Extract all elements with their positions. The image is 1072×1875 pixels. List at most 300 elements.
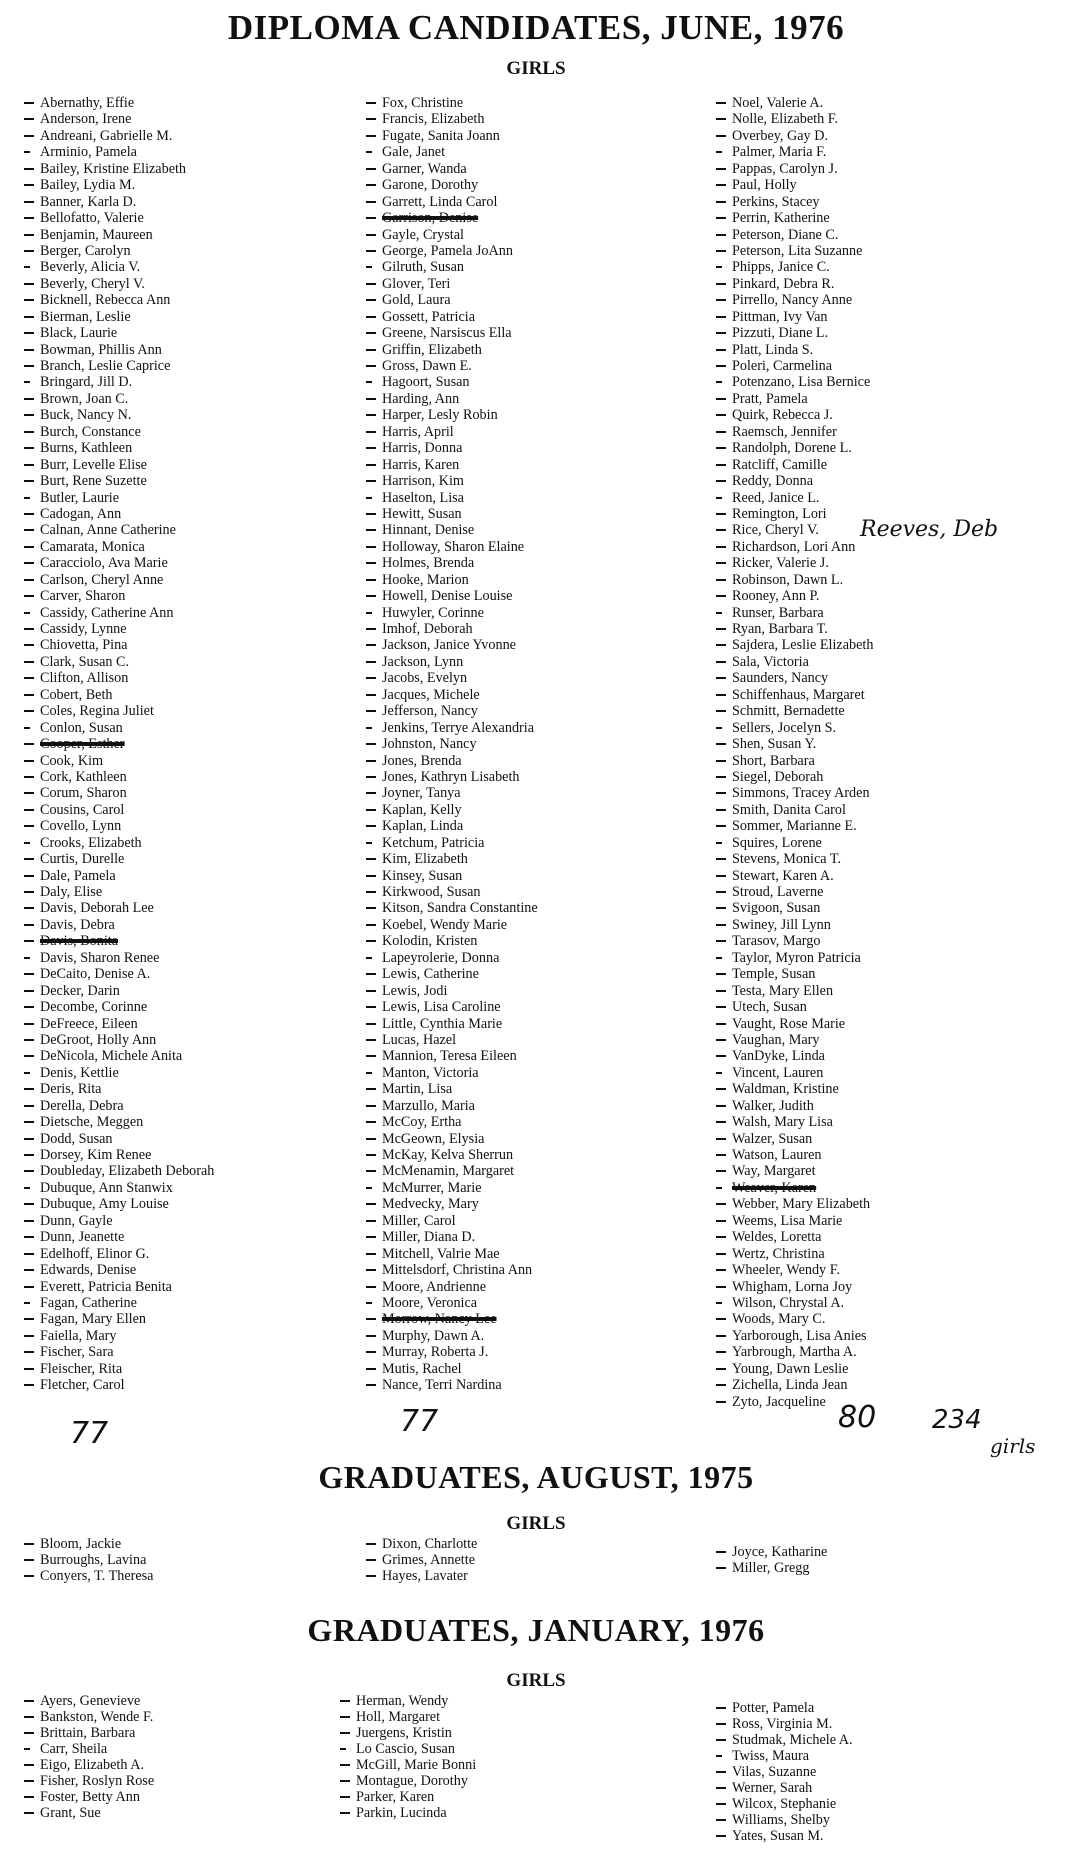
name-entry <box>722 868 1052 884</box>
name-entry <box>722 1344 1052 1360</box>
name-entry <box>372 1246 712 1262</box>
check-mark-icon <box>366 644 376 646</box>
name-entry <box>372 736 712 752</box>
name-text: Gale, Janet <box>382 144 446 161</box>
name-text: Dunn, Gayle <box>40 1212 113 1229</box>
name-entry <box>372 1048 712 1064</box>
name-entry <box>722 407 1052 423</box>
check-mark-icon <box>366 1575 376 1577</box>
check-mark-icon <box>24 414 34 416</box>
check-mark-icon <box>366 792 376 794</box>
name-entry <box>30 1098 360 1114</box>
check-mark-icon <box>24 1203 34 1205</box>
name-entry <box>722 933 1052 949</box>
check-mark-icon <box>24 1253 34 1255</box>
name-entry <box>372 1081 712 1097</box>
august-column-1 <box>30 1536 350 1584</box>
name-text: Webber, Mary Elizabeth <box>732 1196 871 1213</box>
name-entry <box>346 1789 686 1805</box>
name-text: Weldes, Loretta <box>732 1229 822 1246</box>
name-entry <box>722 753 1052 769</box>
name-entry <box>372 1114 712 1130</box>
name-entry <box>30 950 360 966</box>
name-text: Miller, Carol <box>382 1212 456 1229</box>
check-mark-icon <box>24 1780 34 1782</box>
check-mark-icon <box>24 710 34 712</box>
name-entry <box>372 703 712 719</box>
name-text: McGeown, Elysia <box>382 1130 485 1147</box>
check-mark-icon <box>716 1351 726 1353</box>
check-mark-icon <box>24 283 34 285</box>
name-entry <box>722 1544 1042 1560</box>
name-entry <box>30 1741 350 1757</box>
name-text: Werner, Sarah <box>732 1780 813 1796</box>
check-mark-icon <box>24 858 34 860</box>
january-column-3 <box>722 1700 1042 1844</box>
name-text: Holmes, Brenda <box>382 555 475 572</box>
check-mark-icon <box>716 957 722 959</box>
name-entry <box>722 1114 1052 1130</box>
name-text: Gilruth, Susan <box>382 259 464 276</box>
name-text: Utech, Susan <box>732 999 807 1016</box>
name-entry <box>722 144 1052 160</box>
name-entry <box>30 440 360 456</box>
check-mark-icon <box>716 1335 726 1337</box>
name-text: Garrison, Denise <box>382 210 479 227</box>
check-mark-icon <box>366 743 376 745</box>
check-mark-icon <box>716 365 726 367</box>
name-text: Dubuque, Ann Stanwix <box>40 1179 173 1196</box>
check-mark-icon <box>716 431 726 433</box>
name-text: DeGroot, Holly Ann <box>40 1031 157 1048</box>
name-text: Conyers, T. Theresa <box>40 1568 154 1584</box>
name-text: Saunders, Nancy <box>732 670 829 687</box>
name-entry <box>372 111 712 127</box>
name-text: Decker, Darin <box>40 982 120 999</box>
check-mark-icon <box>24 957 30 959</box>
name-entry <box>372 1279 712 1295</box>
check-mark-icon <box>716 677 726 679</box>
name-text: Cook, Kim <box>40 752 104 769</box>
check-mark-icon <box>24 760 34 762</box>
name-text: Ketchum, Patricia <box>382 834 485 851</box>
name-entry <box>372 342 712 358</box>
name-text: Taylor, Myron Patricia <box>732 949 861 966</box>
check-mark-icon <box>366 1138 376 1140</box>
name-text: Branch, Leslie Caprice <box>40 358 171 374</box>
name-entry <box>30 309 360 325</box>
check-mark-icon <box>366 825 376 827</box>
name-text: Denis, Kettlie <box>40 1064 119 1081</box>
name-entry <box>30 259 360 275</box>
name-text: Yates, Susan M. <box>732 1828 824 1844</box>
name-entry <box>722 1732 1042 1748</box>
name-text: Stewart, Karen A. <box>732 867 834 884</box>
check-mark-icon <box>716 1154 726 1156</box>
check-mark-icon <box>24 990 34 992</box>
name-entry <box>372 490 712 506</box>
check-mark-icon <box>24 907 34 909</box>
check-mark-icon <box>24 250 34 252</box>
check-mark-icon <box>366 299 376 301</box>
name-entry <box>30 555 360 571</box>
name-text: Rooney, Ann P. <box>732 588 820 605</box>
name-entry <box>372 440 712 456</box>
name-text: Siegel, Deborah <box>732 768 824 785</box>
name-entry <box>372 95 712 111</box>
check-mark-icon <box>340 1732 350 1734</box>
check-mark-icon <box>24 135 34 137</box>
name-entry <box>372 457 712 473</box>
check-mark-icon <box>24 792 34 794</box>
handwritten-margin-note: Reeves, Deb <box>860 517 999 542</box>
check-mark-icon <box>24 1812 34 1814</box>
check-mark-icon <box>366 447 376 449</box>
name-text: Rice, Cheryl V. <box>732 522 819 539</box>
name-entry <box>722 1196 1052 1212</box>
check-mark-icon <box>24 1764 34 1766</box>
check-mark-icon <box>366 677 376 679</box>
check-mark-icon <box>366 1121 376 1123</box>
name-text: Harris, Karen <box>382 456 460 473</box>
check-mark-icon <box>24 595 34 597</box>
check-mark-icon <box>366 1335 376 1337</box>
name-text: Burch, Constance <box>40 423 141 440</box>
check-mark-icon <box>366 990 376 992</box>
check-mark-icon <box>24 447 34 449</box>
check-mark-icon <box>366 595 376 597</box>
name-entry <box>30 753 360 769</box>
name-entry <box>372 720 712 736</box>
name-entry <box>722 703 1052 719</box>
name-entry <box>30 835 360 851</box>
name-entry <box>722 1279 1052 1295</box>
check-mark-icon <box>716 661 726 663</box>
check-mark-icon <box>716 1286 726 1288</box>
name-text: Reed, Janice L. <box>732 489 820 506</box>
name-text: Andreani, Gabrielle M. <box>40 127 173 144</box>
name-entry <box>722 654 1052 670</box>
name-entry <box>722 1812 1042 1828</box>
check-mark-icon <box>24 1351 34 1353</box>
check-mark-icon <box>24 743 34 745</box>
name-entry <box>722 1796 1042 1812</box>
check-mark-icon <box>716 1707 726 1709</box>
name-text: Nance, Terri Nardina <box>382 1377 502 1394</box>
name-text: Griffin, Elizabeth <box>382 341 482 358</box>
check-mark-icon <box>24 316 34 318</box>
name-text: Hooke, Marion <box>382 571 469 588</box>
check-mark-icon <box>366 1253 376 1255</box>
name-text: Whigham, Lorna Joy <box>732 1278 853 1295</box>
check-mark-icon <box>24 349 34 351</box>
name-entry <box>722 1016 1052 1032</box>
check-mark-icon <box>366 760 376 762</box>
name-entry <box>372 868 712 884</box>
name-entry <box>722 983 1052 999</box>
name-entry <box>722 358 1052 374</box>
check-mark-icon <box>716 299 726 301</box>
name-entry <box>722 95 1052 111</box>
check-mark-icon <box>716 447 726 449</box>
name-entry <box>372 227 712 243</box>
check-mark-icon <box>366 1543 376 1545</box>
name-entry <box>372 1065 712 1081</box>
name-text: Pratt, Pamela <box>732 390 808 407</box>
name-text: George, Pamela JoAnn <box>382 242 513 259</box>
name-entry <box>372 1377 712 1393</box>
january-column-2 <box>346 1693 686 1821</box>
check-mark-icon <box>716 349 726 351</box>
check-mark-icon <box>716 1203 726 1205</box>
check-mark-icon <box>24 1368 34 1370</box>
check-mark-icon <box>716 1187 722 1189</box>
check-mark-icon <box>716 1803 726 1805</box>
name-text: Caracciolo, Ava Marie <box>40 555 168 572</box>
check-mark-icon <box>366 118 376 120</box>
name-text: Cassidy, Lynne <box>40 621 127 637</box>
name-text: Harper, Lesly Robin <box>382 407 498 424</box>
name-entry <box>372 539 712 555</box>
name-entry <box>372 802 712 818</box>
check-mark-icon <box>716 1318 726 1320</box>
check-mark-icon <box>716 595 726 597</box>
name-entry <box>372 407 712 423</box>
check-mark-icon <box>716 710 726 712</box>
name-text: Butler, Laurie <box>40 489 120 506</box>
january-girls-subheading: GIRLS <box>506 1670 566 1691</box>
name-text: Perkins, Stacey <box>732 193 820 210</box>
name-text: Black, Laurie <box>40 325 118 342</box>
name-text: Ryan, Barbara T. <box>732 621 828 637</box>
name-text: Cobert, Beth <box>40 686 113 703</box>
check-mark-icon <box>716 1384 726 1386</box>
name-entry <box>30 1147 360 1163</box>
check-mark-icon <box>24 118 34 120</box>
name-entry <box>722 161 1052 177</box>
name-text: Kim, Elizabeth <box>382 851 468 868</box>
name-text: Dietsche, Meggen <box>40 1114 144 1131</box>
name-text: Arminio, Pamela <box>40 144 137 161</box>
name-text: Sellers, Jocelyn S. <box>732 719 837 736</box>
name-text: McMenamin, Margaret <box>382 1163 515 1180</box>
name-entry <box>30 1114 360 1130</box>
name-text: Weaver, Karen <box>732 1179 817 1196</box>
check-mark-icon <box>24 1055 34 1057</box>
name-entry <box>30 1032 360 1048</box>
name-text: Gossett, Patricia <box>382 308 475 325</box>
check-mark-icon <box>366 1318 376 1320</box>
name-text: Peterson, Diane C. <box>732 226 839 243</box>
name-entry <box>30 457 360 473</box>
name-text: Holloway, Sharon Elaine <box>382 538 525 555</box>
name-entry <box>722 1246 1052 1262</box>
check-mark-icon <box>24 184 34 186</box>
check-mark-icon <box>716 250 726 252</box>
name-entry <box>372 851 712 867</box>
check-mark-icon <box>366 1154 376 1156</box>
name-text: Wheeler, Wendy F. <box>732 1262 840 1279</box>
name-text: Cork, Kathleen <box>40 768 127 785</box>
name-text: Wilcox, Stephanie <box>732 1796 837 1812</box>
name-entry <box>30 1196 360 1212</box>
name-entry <box>30 769 360 785</box>
name-text: Dubuque, Amy Louise <box>40 1196 169 1213</box>
name-text: Corum, Sharon <box>40 785 127 802</box>
name-text: Foster, Betty Ann <box>40 1789 140 1805</box>
check-mark-icon <box>24 776 34 778</box>
name-text: Montague, Dorothy <box>356 1773 468 1789</box>
check-mark-icon <box>366 546 376 548</box>
name-text: Grant, Sue <box>40 1805 101 1821</box>
name-text: Camarata, Monica <box>40 538 145 555</box>
check-mark-icon <box>716 102 726 104</box>
check-mark-icon <box>716 891 726 893</box>
check-mark-icon <box>24 1318 34 1320</box>
check-mark-icon <box>24 1700 34 1702</box>
name-text: Gold, Laura <box>382 292 451 309</box>
name-entry <box>372 161 712 177</box>
check-mark-icon <box>366 809 376 811</box>
name-text: Sajdera, Leslie Elizabeth <box>732 637 874 654</box>
check-mark-icon <box>366 562 376 564</box>
check-mark-icon <box>716 316 726 318</box>
check-mark-icon <box>716 1401 726 1403</box>
name-entry <box>372 1147 712 1163</box>
name-text: Wilson, Chrystal A. <box>732 1294 845 1311</box>
check-mark-icon <box>24 612 30 614</box>
name-text: Mutis, Rachel <box>382 1360 462 1377</box>
check-mark-icon <box>24 365 34 367</box>
name-entry <box>722 900 1052 916</box>
name-text: Brown, Joan C. <box>40 390 129 407</box>
name-entry <box>372 670 712 686</box>
june-column-1 <box>30 95 360 1394</box>
check-mark-icon <box>340 1796 350 1798</box>
name-text: Lewis, Catherine <box>382 966 479 983</box>
name-entry <box>722 1147 1052 1163</box>
name-entry <box>722 243 1052 259</box>
check-mark-icon <box>24 1039 34 1041</box>
check-mark-icon <box>366 102 376 104</box>
name-entry <box>372 1328 712 1344</box>
name-text: Beverly, Alicia V. <box>40 259 141 276</box>
name-text: Edelhoff, Elinor G. <box>40 1245 150 1262</box>
name-entry <box>722 802 1052 818</box>
name-entry <box>30 654 360 670</box>
name-text: Pirrello, Nancy Anne <box>732 292 853 309</box>
name-entry <box>30 1568 350 1584</box>
name-text: Chiovetta, Pina <box>40 637 128 654</box>
name-text: Eigo, Elizabeth A. <box>40 1757 145 1773</box>
check-mark-icon <box>716 562 726 564</box>
check-mark-icon <box>716 858 726 860</box>
check-mark-icon <box>716 135 726 137</box>
check-mark-icon <box>366 135 376 137</box>
name-text: Lewis, Lisa Caroline <box>382 999 501 1016</box>
name-entry <box>722 473 1052 489</box>
name-entry <box>722 818 1052 834</box>
name-text: Cadogan, Ann <box>40 505 122 522</box>
name-text: Burroughs, Lavina <box>40 1552 147 1568</box>
check-mark-icon <box>366 1170 376 1172</box>
name-entry <box>722 621 1052 637</box>
handwritten-tally-col2: 77 <box>400 1404 439 1439</box>
check-mark-icon <box>716 842 722 844</box>
check-mark-icon <box>366 1384 376 1386</box>
name-entry <box>372 1016 712 1032</box>
name-entry <box>346 1725 686 1741</box>
name-entry <box>30 588 360 604</box>
name-entry <box>372 506 712 522</box>
check-mark-icon <box>24 102 34 104</box>
name-text: Walzer, Susan <box>732 1130 813 1147</box>
check-mark-icon <box>716 694 726 696</box>
check-mark-icon <box>366 398 376 400</box>
name-text: Dunn, Jeanette <box>40 1229 125 1246</box>
check-mark-icon <box>366 266 372 268</box>
name-entry <box>346 1741 686 1757</box>
check-mark-icon <box>24 1302 30 1304</box>
name-entry <box>30 802 360 818</box>
name-entry <box>722 670 1052 686</box>
name-entry <box>372 687 712 703</box>
check-mark-icon <box>24 1748 30 1750</box>
name-entry <box>30 1279 360 1295</box>
name-entry <box>372 950 712 966</box>
check-mark-icon <box>366 365 376 367</box>
check-mark-icon <box>716 546 726 548</box>
name-entry <box>372 292 712 308</box>
name-entry <box>30 720 360 736</box>
name-entry <box>372 1344 712 1360</box>
name-text: Perrin, Katherine <box>732 210 830 227</box>
name-text: Fox, Christine <box>382 95 464 111</box>
name-entry <box>372 933 712 949</box>
name-text: Abernathy, Effie <box>40 95 135 111</box>
check-mark-icon <box>716 1055 726 1057</box>
name-text: Cassidy, Catherine Ann <box>40 604 174 621</box>
check-mark-icon <box>366 907 376 909</box>
name-text: Jackson, Janice Yvonne <box>382 637 516 654</box>
name-entry <box>30 785 360 801</box>
check-mark-icon <box>24 1170 34 1172</box>
name-entry <box>722 325 1052 341</box>
name-entry <box>722 1328 1052 1344</box>
name-entry <box>30 999 360 1015</box>
check-mark-icon <box>366 1269 376 1271</box>
name-text: Brittain, Barbara <box>40 1725 136 1741</box>
check-mark-icon <box>716 1787 726 1789</box>
name-text: Bowman, Phillis Ann <box>40 341 162 358</box>
name-entry <box>30 1213 360 1229</box>
check-mark-icon <box>716 529 726 531</box>
name-text: Garone, Dorothy <box>382 177 479 194</box>
name-entry <box>372 1295 712 1311</box>
august-heading: GRADUATES, AUGUST, 1975 <box>318 1459 754 1495</box>
name-entry <box>30 539 360 555</box>
check-mark-icon <box>24 644 34 646</box>
name-entry <box>30 391 360 407</box>
check-mark-icon <box>716 398 726 400</box>
check-mark-icon <box>24 973 34 975</box>
name-text: Zichella, Linda Jean <box>732 1377 848 1394</box>
check-mark-icon <box>716 792 726 794</box>
name-text: Miller, Gregg <box>732 1560 810 1576</box>
name-text: Short, Barbara <box>732 752 815 769</box>
name-entry <box>372 983 712 999</box>
check-mark-icon <box>366 1368 376 1370</box>
